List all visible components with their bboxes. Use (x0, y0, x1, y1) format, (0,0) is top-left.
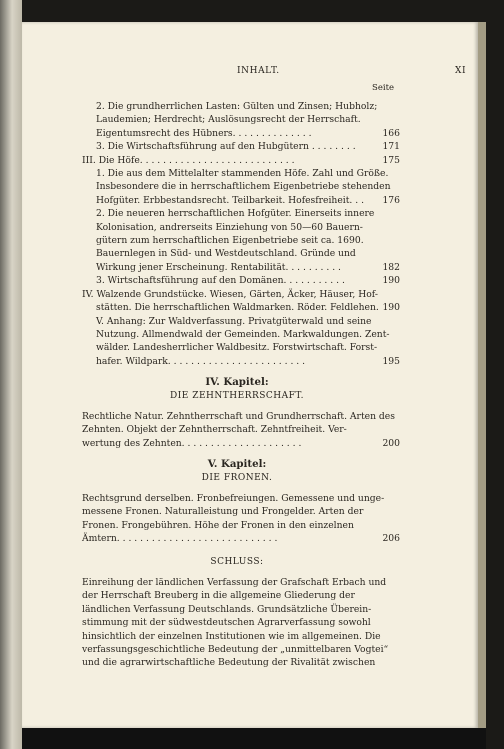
toc-page-number: 190 (382, 302, 400, 314)
schluss-line: ländlichen Verfassung Deutschlands. Grundsätzliche Überein- (82, 603, 372, 615)
toc-entry-text: 1. Die aus dem Mittelalter stammenden Höfe. Zahl und Größe. (96, 168, 389, 180)
toc-line (82, 341, 392, 354)
seite-label: Seite (372, 83, 395, 93)
schluss-line: verfassungsgeschichtliche Bedeutung der „unmittelbaren Vogtei“ (82, 644, 389, 656)
toc-line (82, 505, 392, 518)
toc-line (82, 301, 400, 314)
toc-page-number: 166 (382, 127, 400, 139)
toc-entry-text: stätten. Die herrschaftlichen Waldmarken. Röder. Feldlehen. (96, 302, 379, 314)
toc-page-number: 182 (382, 261, 400, 273)
running-head-page-number: XI (455, 66, 467, 76)
toc-entry-text: wertung des Zehnten. . . . . . . . . . . . . . . . . . . . . (82, 437, 302, 449)
toc-line (82, 234, 392, 247)
running-head-title: INHALT. (237, 66, 280, 76)
toc-entry-text: Wirkung jener Erscheinung. Rentabilität. . . . . . . . . . (96, 261, 341, 273)
table-of-contents (82, 100, 400, 670)
page-edge-shadow (478, 22, 486, 728)
toc-line (82, 437, 400, 450)
toc-entry-text: V. Anhang: Zur Waldverfassung. Privatgüterwald und seine (96, 315, 372, 327)
toc-entry-text: 2. Die neueren herrschaftlichen Hofgüter. Einerseits innere (96, 208, 375, 220)
toc-entry-text: Hofgüter. Erbbestandsrecht. Teilbarkeit. Hofesfreiheit. . . (96, 194, 365, 206)
toc-line (82, 261, 400, 274)
toc-line (82, 113, 392, 126)
toc-line (82, 207, 392, 220)
toc-entry-text: IV. Walzende Grundstücke. Wiesen, Gärten, Äcker, Häuser, Hof- (82, 288, 378, 300)
schluss-line: der Herrschaft Breuberg in die allgemeine Gliederung der (82, 590, 355, 602)
toc-entry-text: Kolonisation, andrerseits Einziehung von 50—60 Bauern- (96, 221, 363, 233)
toc-line (82, 532, 400, 545)
book-gutter (0, 0, 22, 749)
toc-entry-text: Nutzung. Allmendwald der Gemeinden. Markwaldungen. Zent- (96, 328, 390, 340)
toc-line (82, 247, 392, 260)
toc-page-number: 195 (382, 355, 400, 367)
toc-line (82, 100, 392, 113)
toc-line (82, 140, 400, 153)
toc-entry-text: wälder. Landesherrlicher Waldbesitz. Forstwirtschaft. Forst- (96, 342, 378, 354)
toc-entry-text: 3. Die Wirtschaftsführung auf den Hubgütern . . . . . . . . (96, 141, 356, 153)
toc-entry-text: Eigentumsrecht des Hübners. . . . . . . . . . . . . . (96, 127, 312, 139)
toc-entry-text: Insbesondere die in herrschaftlichem Eigenbetriebe stehenden (96, 181, 391, 193)
toc-entry-text: Laudemien; Herdrecht; Auslösungsrecht der Herrschaft. (96, 114, 361, 126)
chapter-subheading: DIE FRONEN. (201, 472, 273, 483)
toc-line (82, 154, 400, 167)
toc-line (82, 221, 392, 234)
toc-line (82, 423, 392, 436)
toc-entry-text: Rechtliche Natur. Zehntherrschaft und Grundherrschaft. Arten des (82, 410, 395, 422)
toc-entry-text: hafer. Wildpark. . . . . . . . . . . . . . . . . . . . . . . . (96, 355, 306, 367)
toc-line (82, 127, 400, 140)
toc-page-number: 175 (382, 154, 400, 166)
toc-line (82, 410, 395, 423)
toc-entry-text: 3. Wirtschaftsführung auf den Domänen. . . . . . . . . . . (96, 275, 345, 287)
toc-entry-text: Bauernlegen in Süd- und Westdeutschland. Gründe und (96, 248, 356, 260)
schluss-line: und die agrarwirtschaftliche Bedeutung der Rivalität zwischen (82, 657, 376, 669)
toc-entry-text: Fronen. Frongebühren. Höhe der Fronen in den einzelnen (82, 519, 354, 531)
toc-page-number: 190 (382, 275, 400, 287)
toc-line (82, 492, 392, 505)
toc-page-number: 200 (382, 437, 400, 449)
toc-entry-text: Rechtsgrund derselben. Fronbefreiungen. Gemessene und unge- (82, 492, 385, 504)
toc-line (82, 519, 392, 532)
toc-entry-text: gütern zum herrschaftlichen Eigenbetriebe seit ca. 1690. (96, 235, 364, 247)
toc-line (82, 315, 392, 328)
toc-line (82, 194, 400, 207)
chapter-heading: IV. Kapitel: (205, 376, 269, 389)
toc-entry-text: Ämtern. . . . . . . . . . . . . . . . . . . . . . . . . . . . (82, 533, 278, 545)
schluss-line: Einreihung der ländlichen Verfassung der Grafschaft Erbach und (82, 577, 387, 588)
toc-entry-text: messene Fronen. Naturalleistung und Frongelder. Arten der (82, 506, 364, 518)
toc-line (82, 274, 400, 287)
chapter-heading: V. Kapitel: (207, 458, 267, 471)
schluss-line: stimmung mit der südwestdeutschen Agrarverfassung sowohl (82, 617, 371, 629)
chapter-subheading: SCHLUSS: (210, 556, 264, 567)
chapter-subheading: DIE ZEHNTHERRSCHAFT. (170, 390, 304, 401)
toc-entry-text: III. Die Höfe. . . . . . . . . . . . . . . . . . . . . . . . . . . (82, 154, 295, 166)
toc-page-number: 206 (382, 533, 400, 545)
toc-entry-text: 2. Die grundherrlichen Lasten: Gülten und Zinsen; Hubholz; (96, 101, 378, 112)
toc-line (82, 180, 392, 193)
scan-bottom-edge (22, 728, 486, 749)
schluss-line: hinsichtlich der einzelnen Institutionen wie im allgemeinen. Die (82, 630, 381, 642)
toc-line (82, 355, 400, 368)
toc-line (82, 328, 392, 341)
toc-page-number: 171 (382, 141, 400, 153)
toc-entry-text: Zehnten. Objekt der Zehntherrschaft. Zehntfreiheit. Ver- (82, 424, 347, 436)
toc-page-number: 176 (382, 194, 400, 206)
toc-line (82, 288, 392, 301)
toc-line (82, 167, 392, 180)
